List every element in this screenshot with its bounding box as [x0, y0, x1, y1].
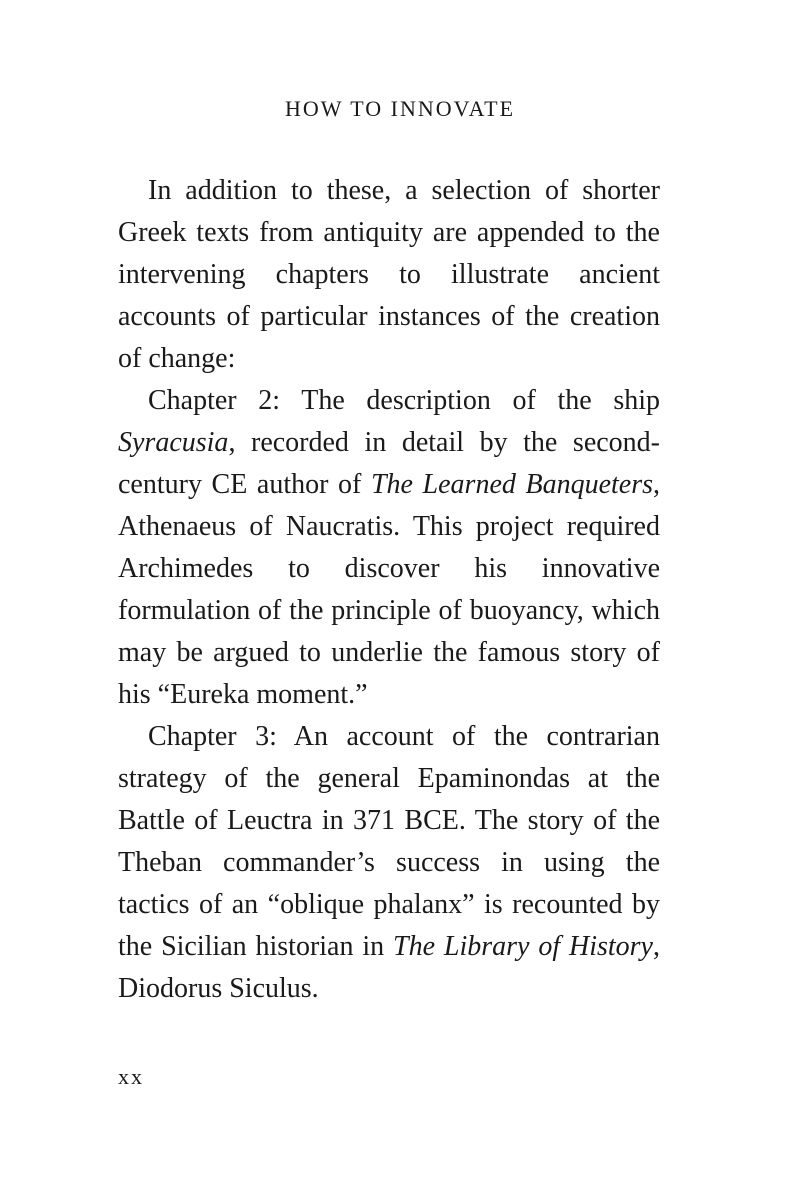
ship-name-italic: Syracusia	[118, 427, 229, 458]
chapter-2-text-c: , Athenaeus of Naucratis. This project required Archimedes to discover his innovative formulation of the principle of buoyancy, which may be argued to underlie the famous story of his “Eureka moment.”	[118, 469, 661, 710]
running-head: HOW TO INNOVATE	[284, 96, 516, 121]
book-title-library-of-history: The Library of History	[393, 931, 653, 962]
chapter-3-text-b: , Diodorus Siculus.	[118, 931, 660, 1004]
paragraph-intro	[118, 170, 660, 380]
chapter-2-text-b: , recorded in detail by the second-century CE author of	[118, 427, 660, 500]
paragraph-intro-text: In addition to these, a selection of shorter Greek texts from antiquity are appended to the intervening chapters to illustrate ancient accounts of particular instances of the creation of change:	[118, 175, 660, 374]
page-number: xx	[118, 1064, 144, 1089]
chapter-2-text-a: Chapter 2: The description of the ship	[148, 385, 660, 416]
chapter-3-text-a: Chapter 3: An account of the contrarian strategy of the general Epaminondas at the Battle of Leuctra in 371 BCE. The story of the Theban commander’s success in using the tactics of an “oblique phalanx” is recounted by the Sicilian historian in	[118, 721, 660, 962]
body-text	[118, 170, 660, 1010]
book-title-learned-banqueters: The Learned Banqueters	[370, 469, 654, 500]
paragraph-chapter-2	[118, 380, 660, 716]
paragraph-chapter-3	[118, 716, 660, 1010]
